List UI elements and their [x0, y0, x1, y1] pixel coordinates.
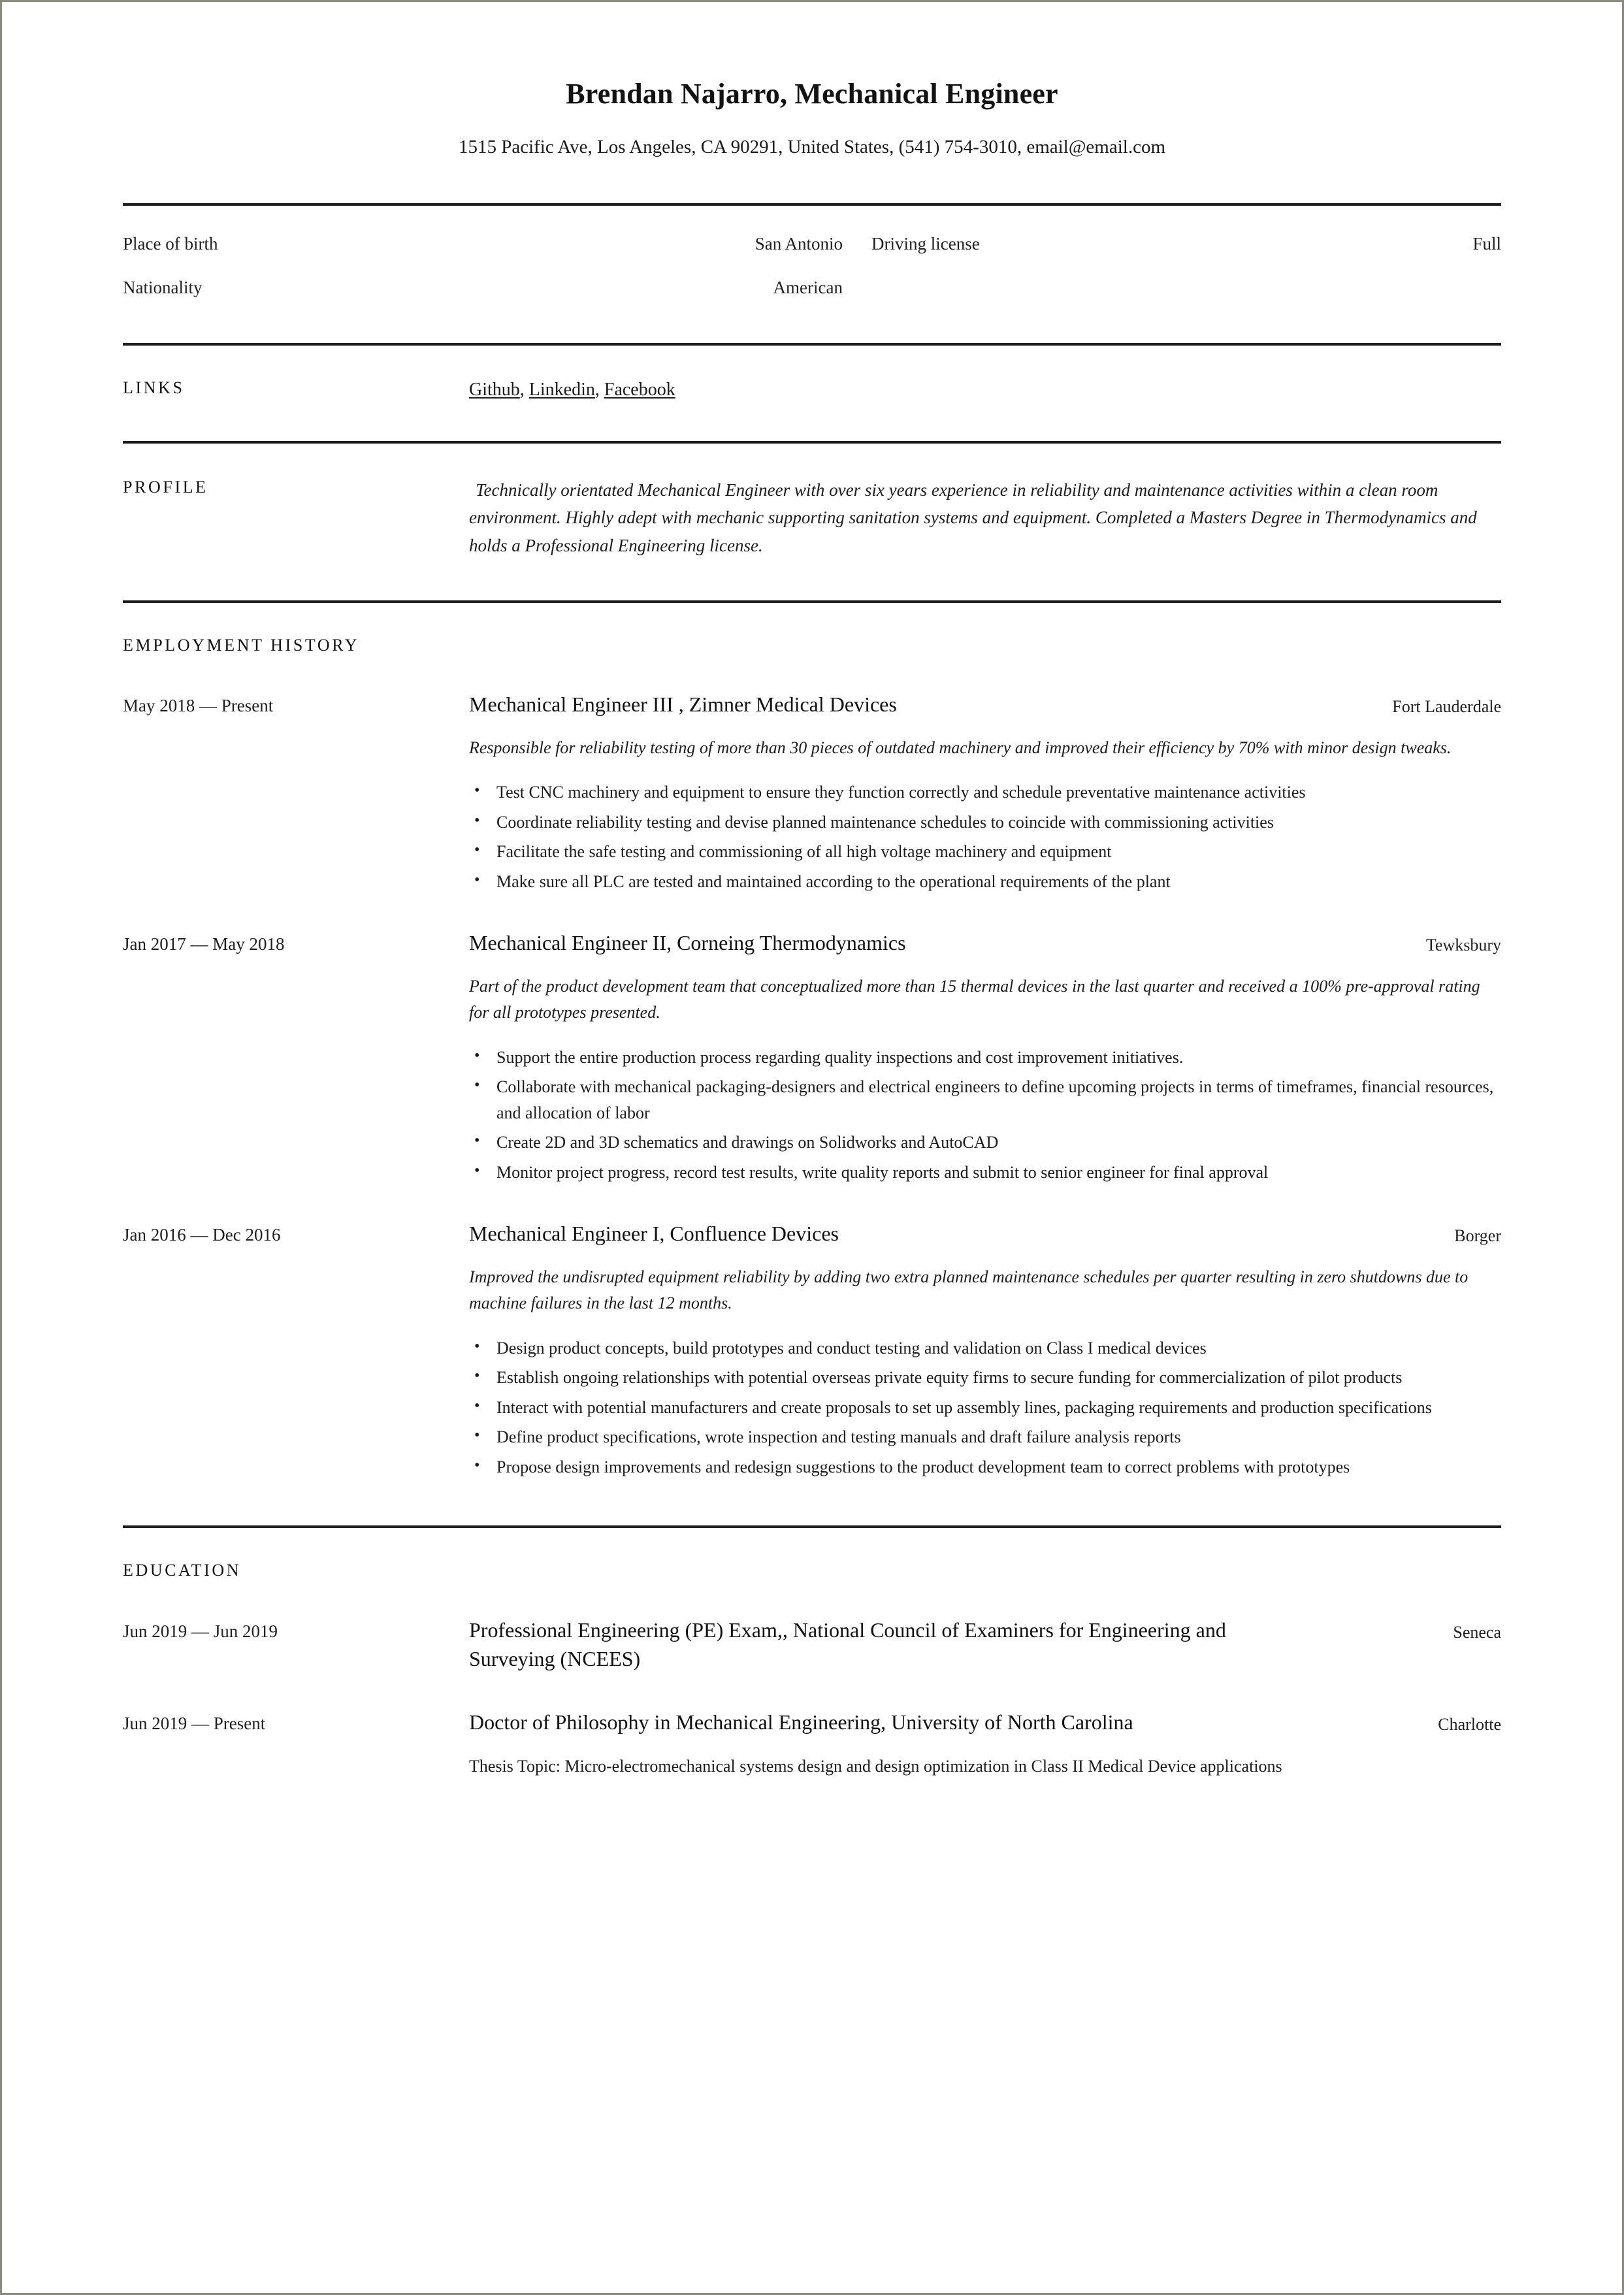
list-item: • Make sure all PLC are tested and maintained according to the operational requirements of the plant [469, 869, 1501, 895]
resume-header [123, 2, 1501, 159]
employment-entry-location: Borger [1454, 1226, 1501, 1246]
link-github[interactable]: Github [469, 380, 520, 400]
profile-text: Technically orientated Mechanical Engineer with over six years experience in reliability and maintenance activities within a clean room environment. Highly adept with mechanic supporting sanitation systems and equipment. Completed a Masters Degree in Thermodynamics and holds a Professional Engineering license. [469, 480, 1477, 555]
divider-profile [123, 441, 1501, 444]
education-entry [123, 1708, 1501, 1780]
employment-entry-title: Mechanical Engineer III , Zimner Medical Devices [469, 692, 897, 717]
employment-entry-bullets [469, 779, 1501, 894]
links-separator-2: , [594, 380, 604, 400]
list-item: • Facilitate the safe testing and commissioning of all high voltage machinery and equipment [469, 839, 1501, 865]
driving-license-value: Full [1472, 234, 1501, 254]
employment-entry-location: Fort Lauderdale [1392, 697, 1501, 717]
nationality-label: Nationality [123, 277, 203, 297]
detail-row-nationality [123, 276, 1501, 299]
employment-entry [123, 1219, 1501, 1480]
links-section [123, 377, 1501, 402]
place-of-birth-value: San Antonio [755, 234, 843, 254]
link-linkedin[interactable]: Linkedin [528, 380, 595, 400]
divider-links [123, 343, 1501, 346]
list-item: • Collaborate with mechanical packaging-designers and electrical engineers to define upcoming projects in terms of timeframes, financial resources, and allocation of labor [469, 1074, 1501, 1126]
page-content [2, 2, 1622, 2293]
employment-entry-date: Jan 2017 — May 2018 [123, 934, 285, 954]
education-entry-location: Charlotte [1438, 1714, 1501, 1734]
list-item: • Support the entire production process regarding quality inspections and cost improvement initiatives. [469, 1045, 1501, 1071]
divider-education [123, 1525, 1501, 1528]
education-entry-title: Doctor of Philosophy in Mechanical Engineering, University of North Carolina [469, 1710, 1133, 1734]
nationality-value: American [773, 277, 843, 297]
links-list [469, 377, 1501, 402]
employment-entry [123, 690, 1501, 894]
employment-entry-bullets [469, 1335, 1501, 1480]
divider-employment [123, 600, 1501, 603]
list-item: • Coordinate reliability testing and devise planned maintenance schedules to coincide with commissioning activities [469, 809, 1501, 836]
employment-section-label: EMPLOYMENT HISTORY [123, 635, 360, 655]
education-entry-location: Seneca [1453, 1623, 1501, 1642]
list-item: • Interact with potential manufacturers and create proposals to set up assembly lines, packaging requirements and production specifications [469, 1395, 1501, 1421]
links-separator-1: , [519, 380, 529, 400]
divider-header [123, 203, 1501, 206]
education-section-label: EDUCATION [123, 1561, 242, 1580]
education-entry-date: Jun 2019 — Jun 2019 [123, 1621, 278, 1642]
driving-license-label: Driving license [871, 234, 980, 254]
profile-section-label: PROFILE [123, 477, 208, 496]
education-entry [123, 1616, 1501, 1673]
list-item: • Monitor project progress, record test results, write quality reports and submit to senior engineer for final approval [469, 1160, 1501, 1186]
employment-entry-summary: Part of the product development team that conceptualized more than 15 thermal devices in the last quarter and received a 100% pre-approval rating for all prototypes presented. [469, 976, 1480, 1022]
detail-row-birth-license [123, 232, 1501, 255]
personal-details-section [123, 232, 1501, 299]
employment-entry-summary: Improved the undisrupted equipment reliability by adding two extra planned maintenance schedules per quarter resulting in zero shutdowns due to machine failures in the last 12 months. [469, 1267, 1469, 1313]
link-facebook[interactable]: Facebook [604, 380, 675, 400]
list-item: • Define product specifications, wrote inspection and testing manuals and draft failure analysis reports [469, 1424, 1501, 1450]
employment-entry-location: Tewksbury [1425, 936, 1501, 955]
employment-entry-title: Mechanical Engineer I, Confluence Devices [469, 1222, 839, 1246]
education-entry-date: Jun 2019 — Present [123, 1713, 266, 1733]
employment-entry-summary: Responsible for reliability testing of more than 30 pieces of outdated machinery and improved their efficiency by 70% with minor design tweaks. [469, 738, 1452, 757]
links-section-label: LINKS [123, 378, 185, 398]
candidate-contact-line: 1515 Pacific Ave, Los Angeles, CA 90291, United States, (541) 754-3010, email@email.com [458, 136, 1166, 157]
education-entry-thesis-note: Thesis Topic: Micro-electromechanical systems design and design optimization in Class II Medical Device applications [469, 1756, 1282, 1776]
list-item: • Establish ongoing relationships with potential overseas private equity firms to secure funding for commercialization of pilot products [469, 1365, 1501, 1391]
employment-entry-bullets [469, 1045, 1501, 1186]
list-item: • Test CNC machinery and equipment to ensure they function correctly and schedule preventative maintenance activities [469, 779, 1501, 806]
list-item: • Propose design improvements and redesign suggestions to the product development team to correct problems with prototypes [469, 1454, 1501, 1480]
candidate-name: Brendan Najarro, Mechanical Engineer [566, 78, 1058, 110]
education-entry-title: Professional Engineering (PE) Exam,, National Council of Examiners for Engineering and Surveying (NCEES) [469, 1618, 1226, 1671]
employment-entry-date: May 2018 — Present [123, 696, 274, 716]
employment-entry-title: Mechanical Engineer II, Corneing Thermodynamics [469, 931, 906, 955]
place-of-birth-label: Place of birth [123, 234, 218, 254]
employment-entry-date: Jan 2016 — Dec 2016 [123, 1225, 281, 1245]
list-item: • Design product concepts, build prototypes and conduct testing and validation on Class I medical devices [469, 1335, 1501, 1361]
employment-entry [123, 928, 1501, 1185]
profile-section [123, 476, 1501, 560]
list-item: • Create 2D and 3D schematics and drawings on Solidworks and AutoCAD [469, 1130, 1501, 1156]
